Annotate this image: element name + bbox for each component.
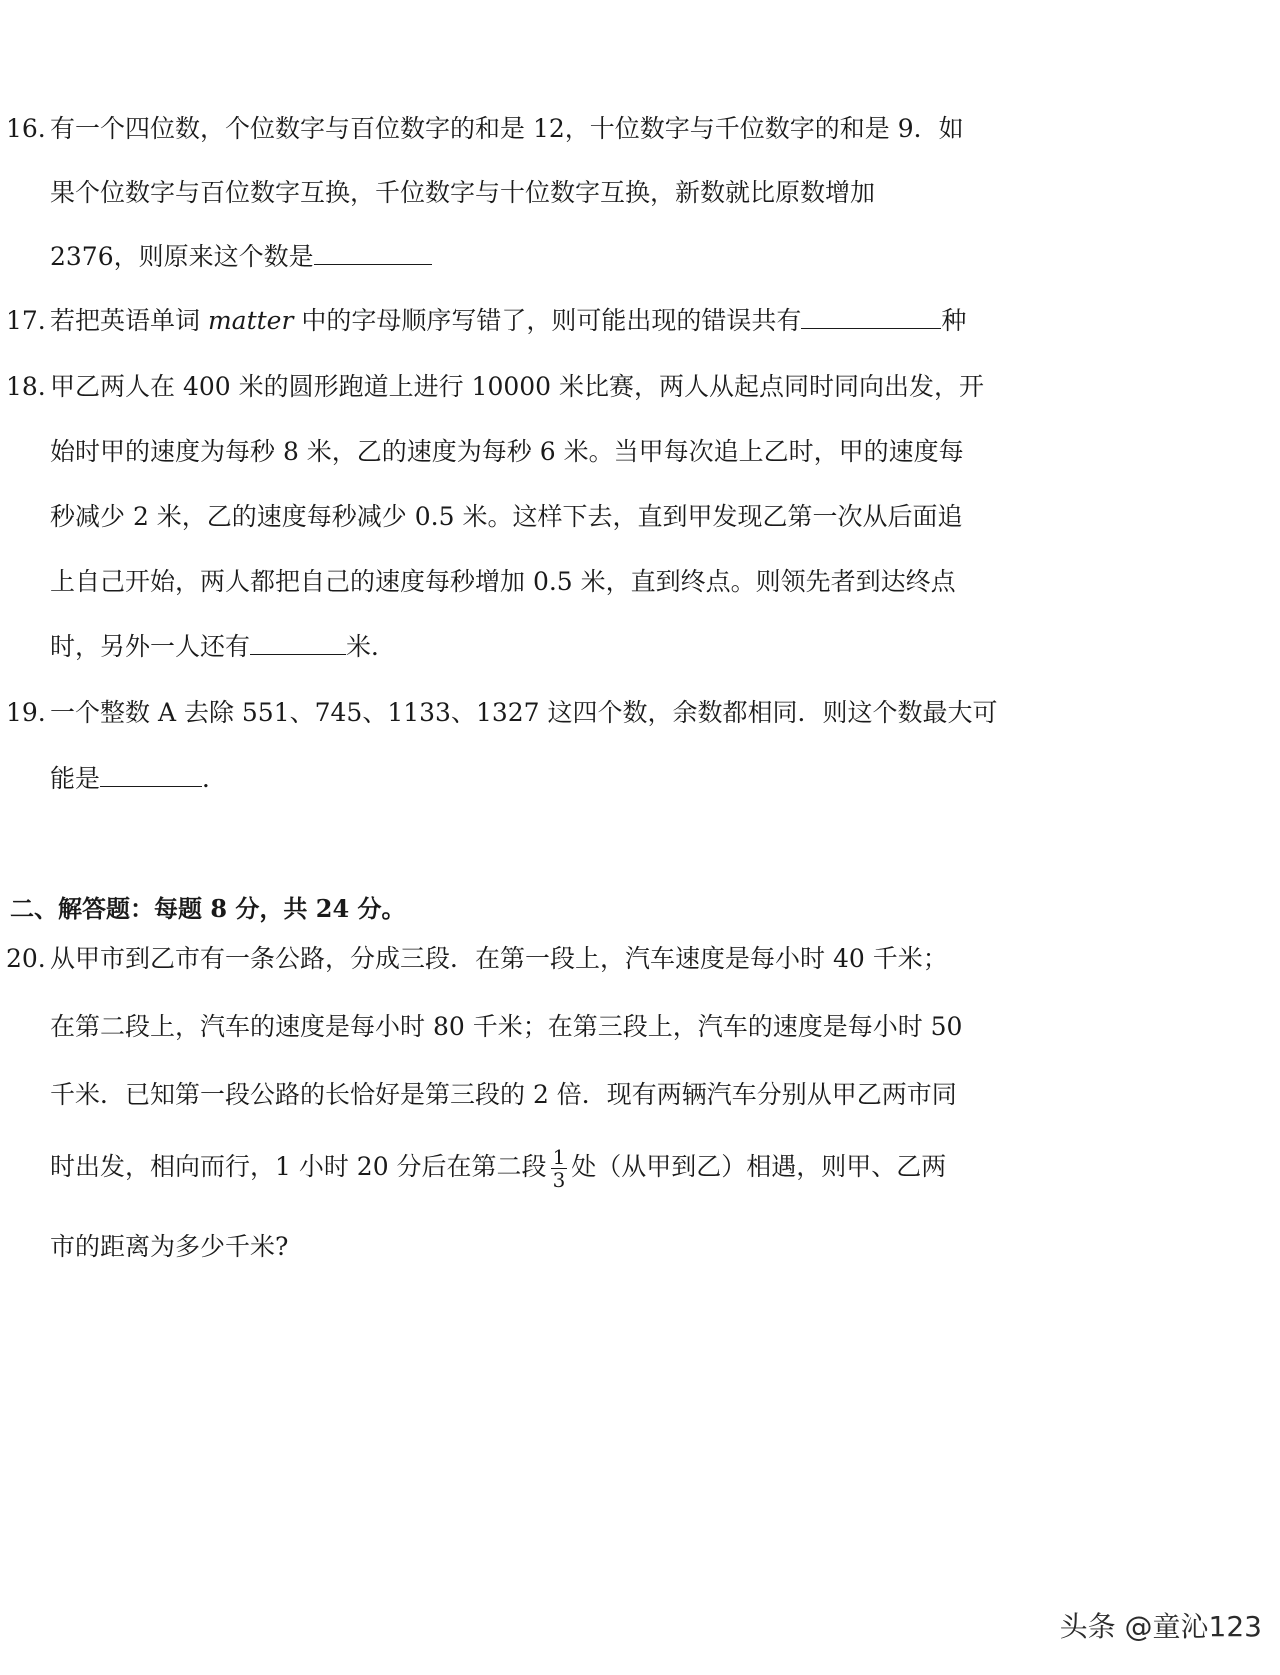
fraction-denominator: 3 [552, 1168, 566, 1192]
question-19-line-1: 一个整数 A 去除 551、745、1133、1327 这四个数，余数都相同．则这个数最大可 [50, 698, 998, 727]
question-17-text-after: 中的字母顺序写错了，则可能出现的错误共有 [293, 306, 802, 335]
question-17-word: matter [207, 306, 294, 335]
question-18-line-4: 上自己开始，两人都把自己的速度每秒增加 0.5 米，直到终点。则领先者到达终点 [50, 567, 956, 596]
question-17-line [50, 304, 966, 338]
question-20-line-5: 市的距离为多少千米? [50, 1232, 289, 1261]
question-17-text-before: 若把英语单词 [50, 306, 208, 335]
answer-blank-19[interactable] [100, 762, 202, 787]
question-20-line-4-before: 时出发，相向而行，1 小时 20 分后在第二段 [50, 1152, 547, 1181]
question-16-line-3 [50, 240, 432, 274]
section-2-title: 二、解答题：每题 8 分，共 24 分。 [10, 894, 406, 923]
question-16-line-1: 有一个四位数，个位数字与百位数字的和是 12，十位数字与千位数字的和是 9．如 [50, 114, 964, 143]
fraction-numerator: 1 [552, 1145, 566, 1169]
question-20-line-1: 从甲市到乙市有一条公路，分成三段．在第一段上，汽车速度是每小时 40 千米； [50, 944, 948, 973]
question-18-line-3: 秒减少 2 米，乙的速度每秒减少 0.5 米。这样下去，直到甲发现乙第一次从后面追 [50, 502, 963, 531]
question-18-number: 18. [6, 372, 46, 401]
question-20-line-4 [50, 1146, 946, 1191]
watermark: 头条 @童沁123 [1059, 1610, 1262, 1643]
question-17-number: 17. [6, 306, 46, 335]
question-16-line-2: 果个位数字与百位数字互换，千位数字与十位数字互换，新数就比原数增加 [50, 178, 876, 207]
question-18-line-5 [50, 630, 396, 664]
question-17-end: 种 [941, 306, 967, 335]
question-16-number: 16. [6, 114, 46, 143]
question-20-line-3: 千米．已知第一段公路的长恰好是第三段的 2 倍．现有两辆汽车分别从甲乙两市同 [50, 1080, 957, 1109]
question-19-number: 19. [6, 698, 46, 727]
question-20-line-2: 在第二段上，汽车的速度是每小时 80 千米；在第三段上，汽车的速度是每小时 50 [50, 1012, 963, 1041]
question-20-line-4-after: 处（从甲到乙）相遇，则甲、乙两 [571, 1152, 947, 1181]
answer-blank-17[interactable] [801, 304, 941, 329]
fraction-one-third [551, 1146, 568, 1191]
question-18-line-2: 始时甲的速度为每秒 8 米，乙的速度为每秒 6 米。当甲每次追上乙时，甲的速度每 [50, 437, 964, 466]
answer-blank-18[interactable] [250, 630, 346, 655]
question-18-end: 米． [346, 632, 397, 661]
question-19-line-2 [50, 762, 227, 796]
question-19-line-2-text: 能是 [50, 764, 101, 793]
question-19-end: ． [202, 764, 228, 793]
answer-blank-16[interactable] [314, 240, 432, 265]
question-20-number: 20. [6, 944, 46, 973]
question-18-line-5-text: 时，另外一人还有 [50, 632, 251, 661]
question-18-line-1: 甲乙两人在 400 米的圆形跑道上进行 10000 米比赛，两人从起点同时同向出发，开 [50, 372, 985, 401]
question-16-line-3-text: 2376，则原来这个数是 [50, 242, 314, 271]
